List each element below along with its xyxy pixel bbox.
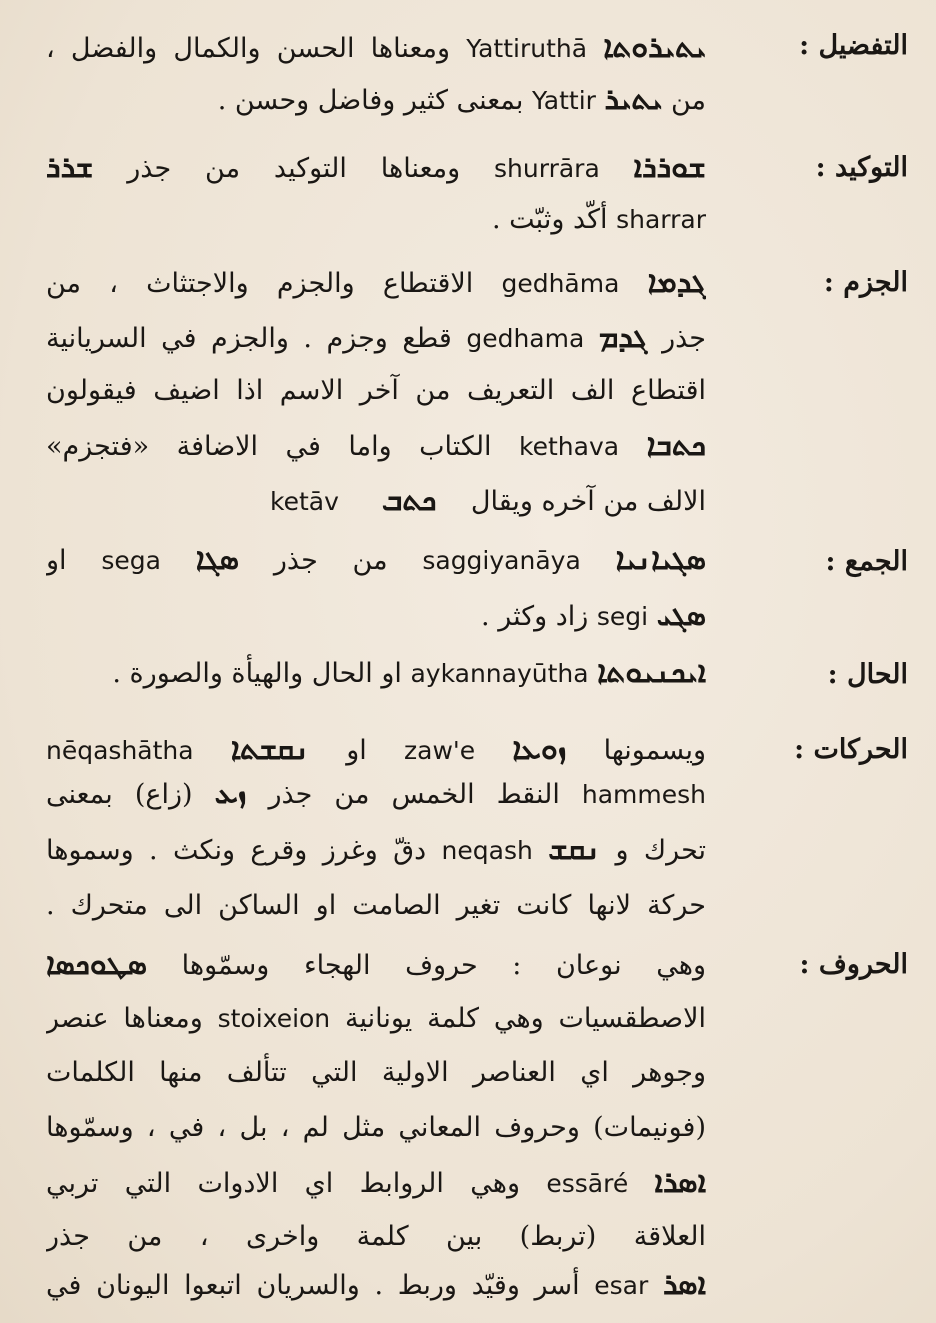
entry-line (46, 148, 706, 189)
entry-line (46, 886, 706, 926)
entry-line (46, 1108, 706, 1148)
latin-word: esar (594, 1271, 649, 1300)
arabic-text: من جذر (273, 545, 388, 576)
entry-term: التفضيل : (799, 30, 908, 61)
syriac-word: ܝܬܝܪܘܬܐ (603, 30, 706, 65)
latin-word: gedhama (466, 324, 585, 353)
entry-term: الحروف : (799, 949, 908, 980)
entry-term: الجمع : (825, 546, 908, 577)
arabic-text: أسر وقيّد وربط . والسريان اتبعوا اليونان في (46, 1270, 580, 1301)
syriac-word: ܫܘܪܪܐ (633, 150, 706, 185)
arabic-text: قطع وجزم . والجزم في السريانية (46, 323, 452, 354)
syriac-word: ܝܬܝܪ (604, 82, 663, 117)
arabic-text: تحرك و (615, 835, 706, 866)
syriac-word: ܐܣܪܐ (654, 1165, 706, 1200)
arabic-text: وجوهر اي العناصر الاولية التي تتألف منها الكلمات (46, 1057, 706, 1088)
syriac-word: ܙܥ (214, 776, 247, 811)
syriac-word: ܢܩܫ (548, 832, 601, 867)
syriac-word: ܓܕܡ (598, 320, 648, 355)
arabic-text: ومعناها الحسن والكمال والفضل ، (46, 33, 451, 64)
syriac-word: ܢܩܫܬܐ (230, 732, 310, 767)
entry-line (46, 774, 706, 815)
arabic-text: من (670, 85, 706, 116)
arabic-text: جذر (662, 323, 706, 354)
entry-line (46, 318, 706, 359)
entry-line (46, 426, 706, 467)
latin-word: sega (101, 546, 161, 575)
entry-line (46, 371, 706, 411)
arabic-text: زاد وكثر . (481, 601, 589, 632)
entry-line (46, 653, 706, 694)
arabic-text: الكتاب واما في الاضافة «فتجزم» (46, 431, 492, 462)
entry-line (46, 945, 706, 986)
latin-word: neqash (441, 836, 533, 865)
arabic-text: ويسمونها (603, 735, 706, 766)
syriac-word: ܓܕܡܐ (647, 265, 706, 300)
entry-line (46, 1265, 706, 1306)
arabic-text: الالف من آخره ويقال (470, 486, 706, 517)
latin-word: zaw'e (404, 736, 476, 765)
arabic-text: الاقتطاع والجزم والاجتثاث ، من (46, 268, 474, 299)
latin-word: nēqashātha (46, 736, 194, 765)
syriac-word: ܟܬܒܐ (646, 428, 706, 463)
latin-word: sharrar (616, 205, 706, 234)
latin-word: hammesh (581, 780, 706, 809)
arabic-text: النقط الخمس من جذر (268, 779, 560, 810)
entry-term: الحركات : (794, 734, 908, 765)
latin-word: Yattir (531, 86, 596, 115)
arabic-text: وهي الروابط اي الادوات التي تربي (46, 1168, 521, 1199)
entry-line (46, 80, 706, 121)
arabic-text: دقّ وغرز وقرع ونكث . وسموها (46, 835, 427, 866)
entry-line (46, 999, 706, 1039)
syriac-word: ܐܝܟܢܝܘܬܐ (597, 655, 706, 690)
latin-word: kethava (519, 432, 620, 461)
syriac-word: ܣܓܝ (656, 598, 706, 633)
entry-line (46, 200, 706, 240)
syriac-word: ܟܬܒ (381, 483, 437, 518)
entry-line (46, 730, 706, 771)
arabic-text: الاصطقسيات وهي كلمة يونانية (344, 1003, 706, 1034)
arabic-text: او الحال والهيأة والصورة . (112, 658, 402, 689)
arabic-text: او (346, 735, 367, 766)
syriac-word: ܣܛܘܟܣܐ (46, 947, 148, 982)
entry-line (46, 481, 706, 522)
entry-line (46, 1053, 706, 1093)
entry-line (46, 1217, 706, 1257)
arabic-text: بمعنى كثير وفاضل وحسن . (217, 85, 524, 116)
latin-word: segi (596, 602, 649, 631)
entry-term: الجزم : (823, 267, 908, 298)
arabic-text: او (46, 545, 67, 576)
latin-word: gedhāma (501, 269, 620, 298)
latin-word: Yattiruthā (466, 34, 588, 63)
latin-word: essāré (546, 1169, 629, 1198)
syriac-word: ܐܣܪ (662, 1267, 706, 1302)
entry-term: الحال : (827, 659, 908, 690)
syriac-word: ܫܪܪ (46, 150, 94, 185)
entry-line (46, 540, 706, 581)
arabic-text: (فونيمات) وحروف المعاني مثل لم ، بل ، في ، وسمّوها (46, 1112, 706, 1143)
arabic-text: ومعناها عنصر (46, 1003, 203, 1034)
entry-line (46, 596, 706, 637)
arabic-text: وهي نوعان : حروف الهجاء وسمّوها (181, 950, 706, 981)
arabic-text: (زاع) بمعنى (46, 779, 193, 810)
entry-line (46, 28, 706, 69)
entry-term: التوكيد : (815, 152, 908, 183)
arabic-text: اقتطاع الف التعريف من آخر الاسم اذا اضيف فيقولون (46, 375, 706, 406)
latin-word: ketāv (270, 487, 339, 516)
entry-line (46, 263, 706, 304)
syriac-word: ܙܘܥܐ (512, 732, 567, 767)
latin-word: shurrāra (494, 154, 600, 183)
latin-word: aykannayūtha (410, 659, 589, 688)
syriac-word: ܣܓܝܐܢܝܐ (615, 542, 706, 577)
latin-word: saggiyanāya (422, 546, 581, 575)
syriac-word: ܣܓܐ (195, 542, 240, 577)
arabic-text: ومعناها التوكيد من جذر (127, 153, 461, 184)
arabic-text: حركة لانها كانت تغير الصامت او الساكن الى متحرك . (46, 890, 706, 921)
entry-line (46, 1163, 706, 1204)
arabic-text: أكّد وثبّت . (492, 204, 608, 235)
entry-line (46, 830, 706, 871)
arabic-text: العلاقة (تربط) بين كلمة واخرى ، من جذر (46, 1221, 706, 1252)
latin-word: stoixeion (217, 1004, 331, 1033)
